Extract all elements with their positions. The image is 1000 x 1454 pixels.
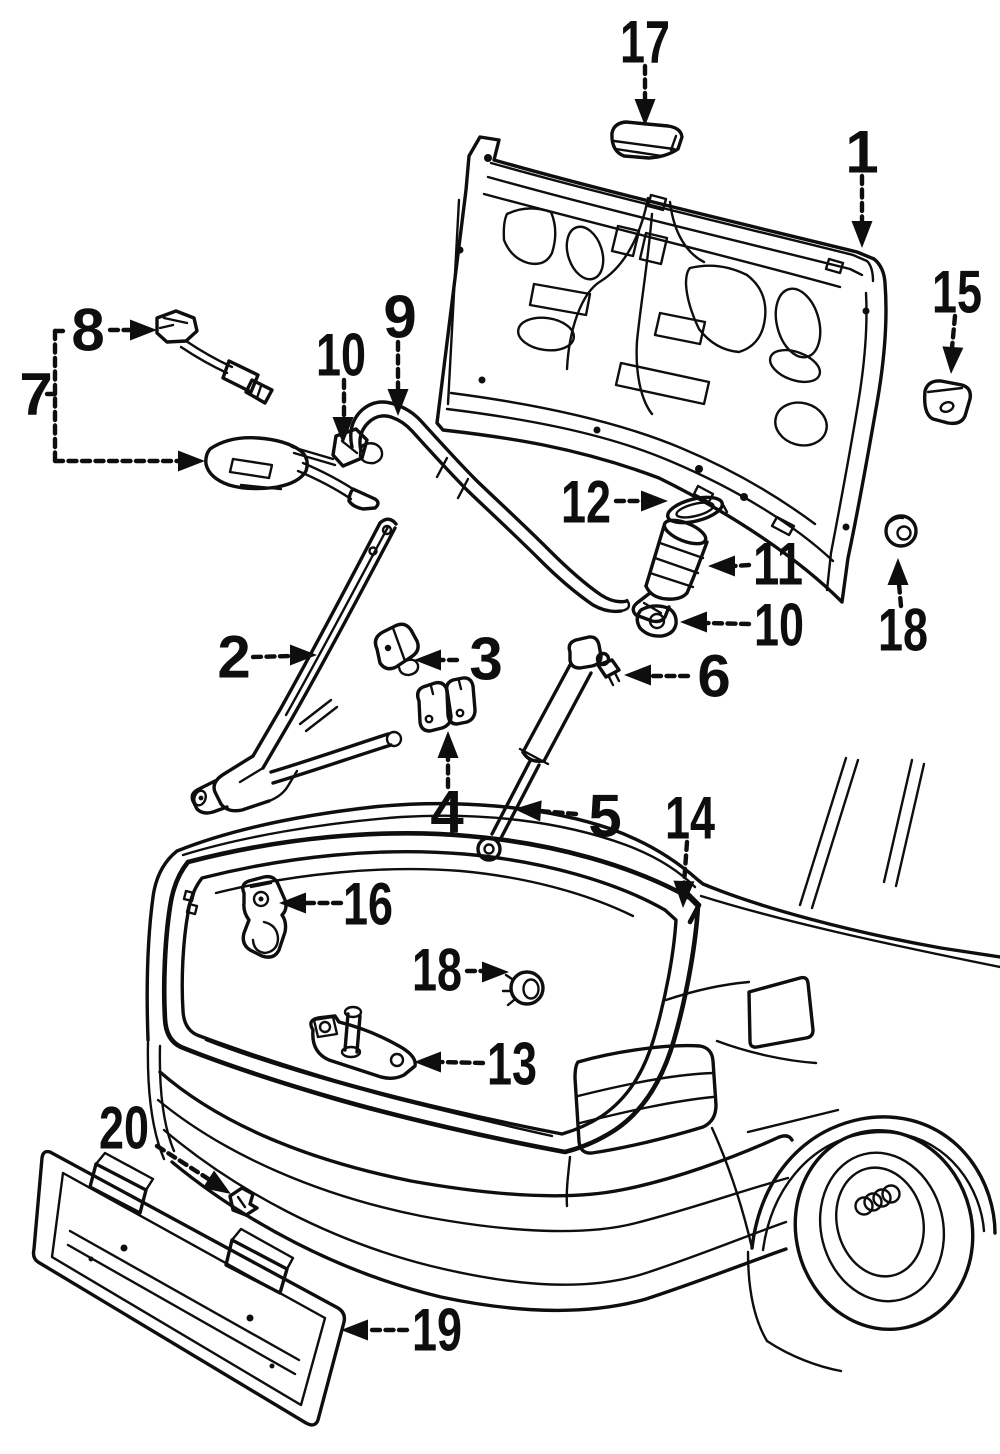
part-number-label: 13 xyxy=(487,1030,537,1098)
part-number-label: 10 xyxy=(316,321,366,389)
part-number-label: 10 xyxy=(754,591,804,659)
part-number-label: 9 xyxy=(383,283,417,351)
leader-line xyxy=(706,623,749,624)
part-number-label: 4 xyxy=(430,778,464,846)
part-number-label: 1 xyxy=(845,118,879,186)
part-number-label: 17 xyxy=(620,8,670,76)
part-number-label: 5 xyxy=(588,782,622,850)
part-number-label: 16 xyxy=(343,870,393,938)
part-number-label: 20 xyxy=(99,1094,149,1162)
part-number-label: 8 xyxy=(71,296,105,364)
part-number-label: 14 xyxy=(665,784,716,852)
part-number-label: 15 xyxy=(932,258,982,326)
part-number-label: 3 xyxy=(469,625,503,693)
part-number-label: 11 xyxy=(753,530,803,598)
part-number-label: 19 xyxy=(412,1296,462,1364)
part-number-label: 7 xyxy=(19,360,53,428)
leader-line xyxy=(540,811,576,814)
part-number-label: 2 xyxy=(217,623,251,691)
part-number-label: 6 xyxy=(697,642,731,710)
leader-line xyxy=(253,656,292,657)
part-number-label: 18 xyxy=(878,596,928,664)
part-number-label: 18 xyxy=(412,936,462,1004)
leader-line xyxy=(440,1062,483,1063)
part-number-label: 12 xyxy=(561,468,611,536)
leader-line xyxy=(734,565,749,566)
